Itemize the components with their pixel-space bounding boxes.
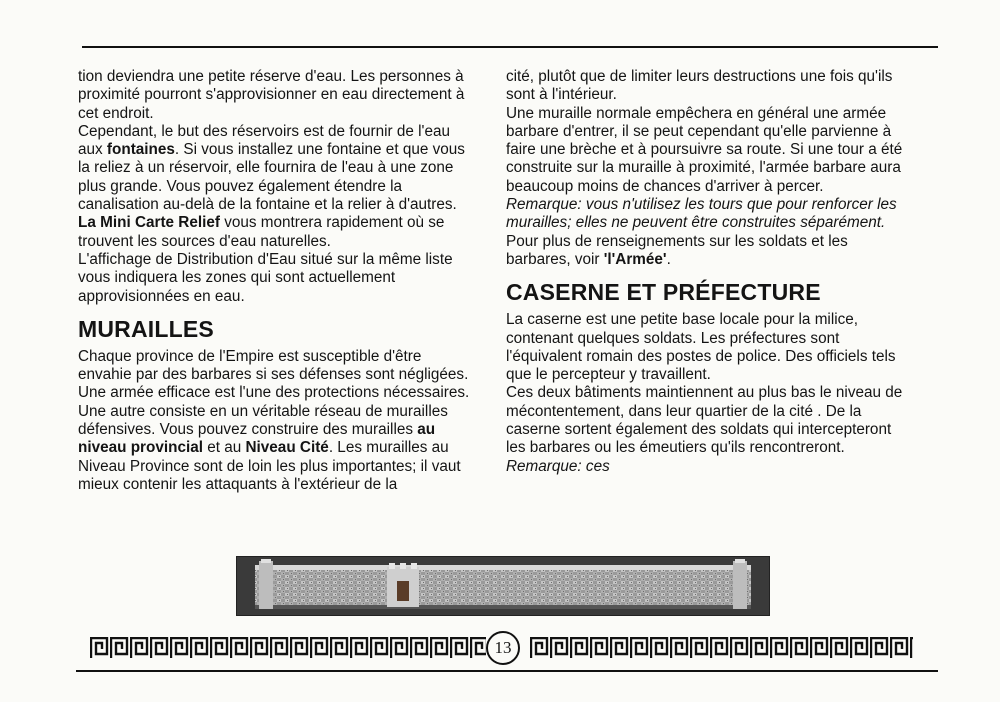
bottom-rule (76, 670, 938, 672)
bold-reference-armee: 'l'Armée' (603, 250, 667, 268)
left-column (78, 68, 476, 494)
paragraph-reservoir-end (78, 68, 476, 123)
greek-key-border-icon (530, 637, 913, 659)
text: . (666, 250, 671, 268)
paragraph-barracks (506, 311, 912, 384)
paragraph-city-continuation (506, 68, 912, 105)
bold-term-niveau-cite: Niveau Cité (245, 439, 329, 457)
bold-term-provincial: au niveau provincial (78, 421, 436, 457)
text: cité, plutôt que de limiter leurs destructions une fois qu'ils sont à l'intérieur. (506, 68, 893, 104)
right-column (506, 68, 912, 476)
text: Cependant, le but des réservoirs est de fournir de l'eau aux (78, 122, 450, 159)
text: et au (202, 439, 246, 457)
city-wall-screenshot-image (236, 556, 770, 616)
paragraph-fountains (78, 123, 476, 214)
text: Chaque province de l'Empire est susceptible d'être envahie par des barbares si ses défenses sont négligées. Une armée efficace est l'une des protections nécessaires. Une autre consiste en un véritable réseau de murailles défensives. Vous pouvez construire des murailles (78, 347, 470, 439)
bold-term-fontaines: fontaines (106, 141, 175, 159)
greek-key-border-icon (90, 637, 486, 659)
text: . Si vous installez une fontaine et que vous la reliez à un réservoir, elle fournira de l'eau à une zone plus grande. Vous pouvez également étendre la canalisation au-delà de la fontaine et la relier à d'autres. (78, 141, 465, 214)
text: La caserne est une petite base locale pour la milice, contenant quelques soldats. Les préfectures sont l'équivalent romain des postes de police. Des officiels tels que le percepteur y travaillent. (506, 311, 896, 384)
italic-remark: Remarque: ces (506, 457, 610, 475)
paragraph-normal-wall (506, 105, 912, 196)
wall-illustration-icon (237, 557, 769, 615)
paragraph-relief-map (78, 214, 476, 251)
bold-term-mini-carte: La Mini Carte Relief (78, 214, 220, 232)
top-rule (82, 46, 938, 48)
paragraph-water-display (78, 251, 476, 306)
paragraph-remark-towers (506, 196, 912, 269)
page-number: 13 (486, 631, 520, 665)
text: vous montrera rapidement où se trouvent les sources d'eau naturelles. (78, 214, 445, 250)
text: Ces deux bâtiments maintiennent au plus bas le niveau de mécontentement, dans leur quartier de la cité . De la caserne sortent également des soldats qui intercepteront les barbares ou les émeutiers qu'ils rencontreront. (506, 384, 903, 457)
heading-murailles: MURAILLES (78, 315, 214, 342)
text: tion deviendra une petite réserve d'eau. Les personnes à proximité pourront s'approvisionner en eau directement à cet endroit. (78, 68, 465, 122)
paragraph-discontent (506, 384, 912, 475)
text: Une muraille normale empêchera en général une armée barbare d'entrer, il se peut cependant qu'elle parvienne à faire une brèche et à poursuivre sa route. Si une tour a été construite sur la muraille à proximité, l'armée barbare aura beaucoup moins de chances d'arriver à percer. (506, 104, 903, 195)
paragraph-walls (78, 348, 476, 494)
text: L'affichage de Distribution d'Eau situé sur la même liste vous indiquera les zones qui sont actuellement approvisionnées en eau. (78, 250, 453, 305)
text: Pour plus de renseignements sur les soldats et les barbares, voir (506, 232, 848, 268)
italic-remark: Remarque: vous n'utilisez les tours que pour renforcer les murailles; elles ne peuvent être construites séparément. (506, 196, 897, 232)
heading-caserne-prefecture: CASERNE ET PRÉFECTURE (506, 279, 821, 306)
footer-decoration (80, 631, 920, 667)
text: . Les murailles au Niveau Province sont de loin les plus importantes; il vaut mieux contenir les attaquants à l'extérieur de la (78, 439, 461, 493)
